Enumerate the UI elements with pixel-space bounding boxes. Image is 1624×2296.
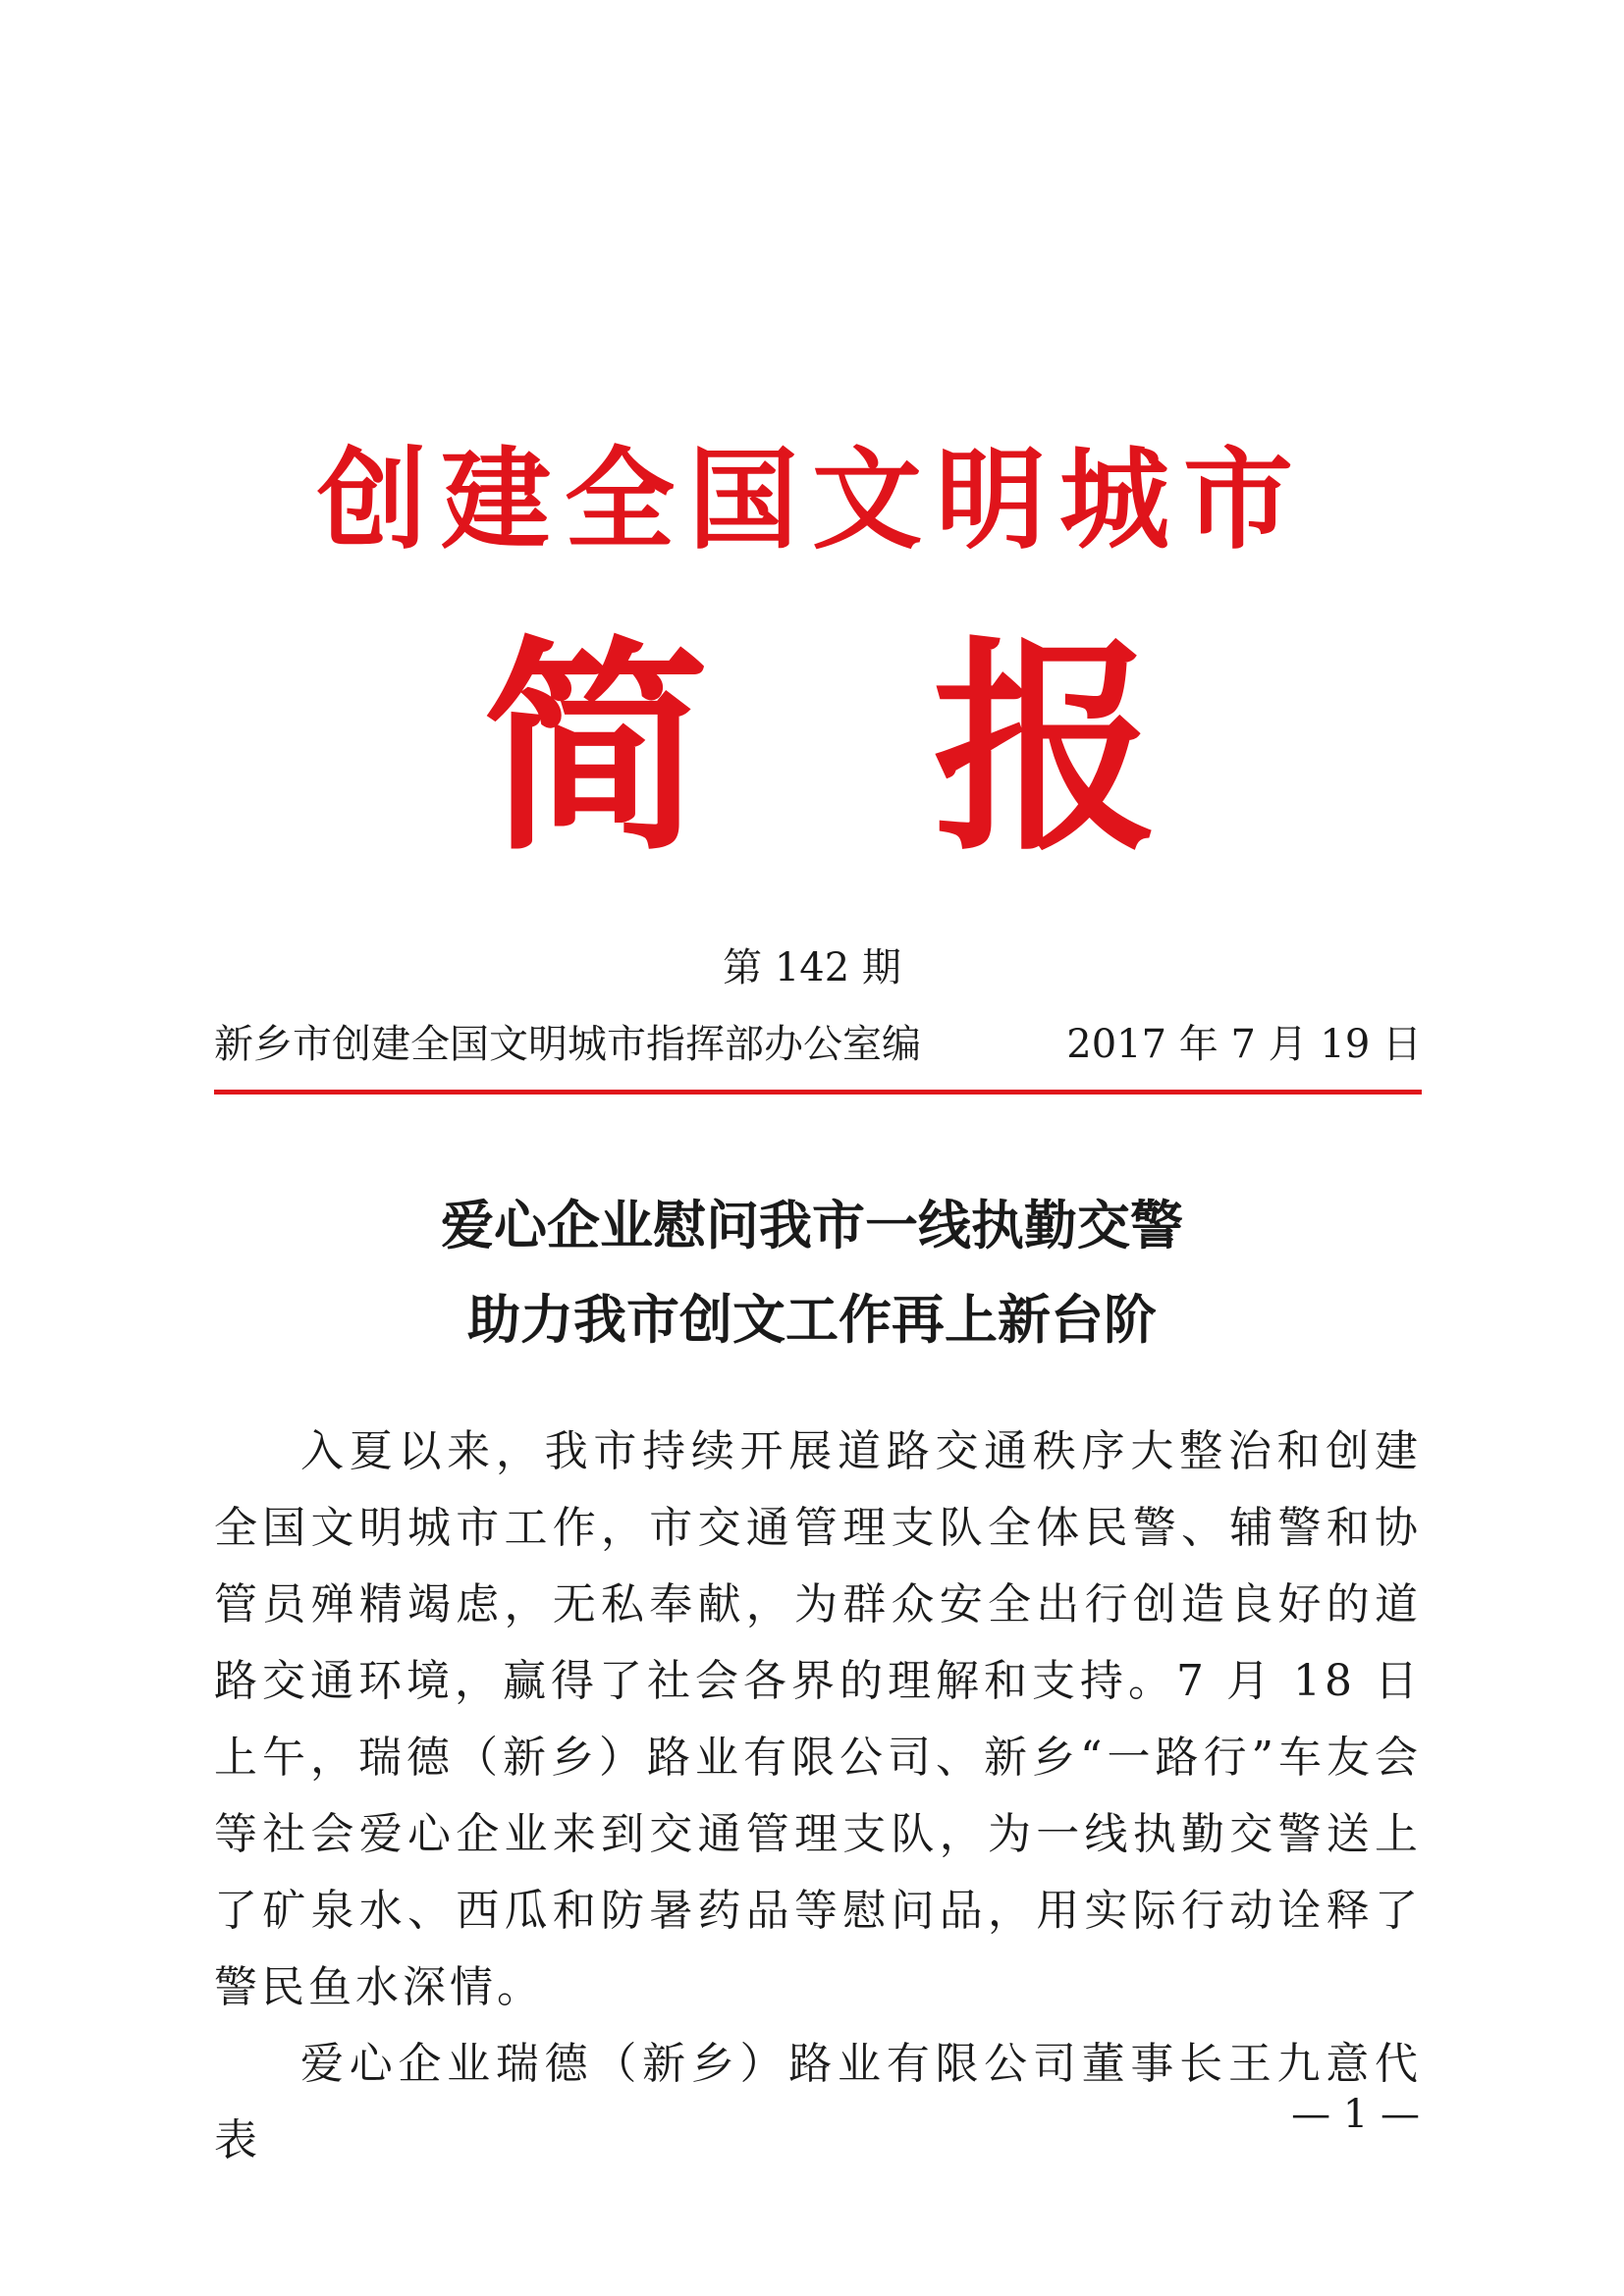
editor-office: 新乡市创建全国文明城市指挥部办公室编 [214, 1022, 921, 1067]
headline-line-2: 助力我市创文工作再上新台阶 [467, 1288, 1157, 1351]
article-headline [0, 1178, 1624, 1366]
issue-number: 第 142 期 [723, 945, 901, 990]
body-paragraph-1: 入夏以来，我市持续开展道路交通秩序大整治和创建全国文明城市工作，市交通管理支队全体民警、辅警和协管员殚精竭虑，无私奉献，为群众安全出行创造良好的道路交通环境，赢得了社会各界的理解和支持。7 月 18 日上午，瑞德（新乡）路业有限公司、新乡“一路行”车友会等社会爱心企业来到交通管理支队，为一线执勤交警送上了矿泉水、西瓜和防暑药品等慰问品，用实际行动诠释了警民鱼水深情。 [214, 1426, 1422, 2012]
headline-line-1: 爱心企业慰问我市一线执勤交警 [441, 1194, 1183, 1256]
masthead-title: 创建全国文明城市 [317, 437, 1307, 564]
page-number: — 1 — [1291, 2092, 1420, 2137]
article-body [214, 1414, 1422, 2179]
body-paragraph-2: 爱心企业瑞德（新乡）路业有限公司董事长王九意代表 [214, 2039, 1422, 2165]
red-divider-rule [214, 1090, 1422, 1095]
masthead-subtitle-bao: 报 [933, 619, 1160, 881]
issue-meta-row [214, 1017, 1422, 1072]
issue-date: 2017 年 7 月 19 日 [1066, 1022, 1422, 1067]
masthead-subtitle-jian: 简 [483, 619, 710, 881]
